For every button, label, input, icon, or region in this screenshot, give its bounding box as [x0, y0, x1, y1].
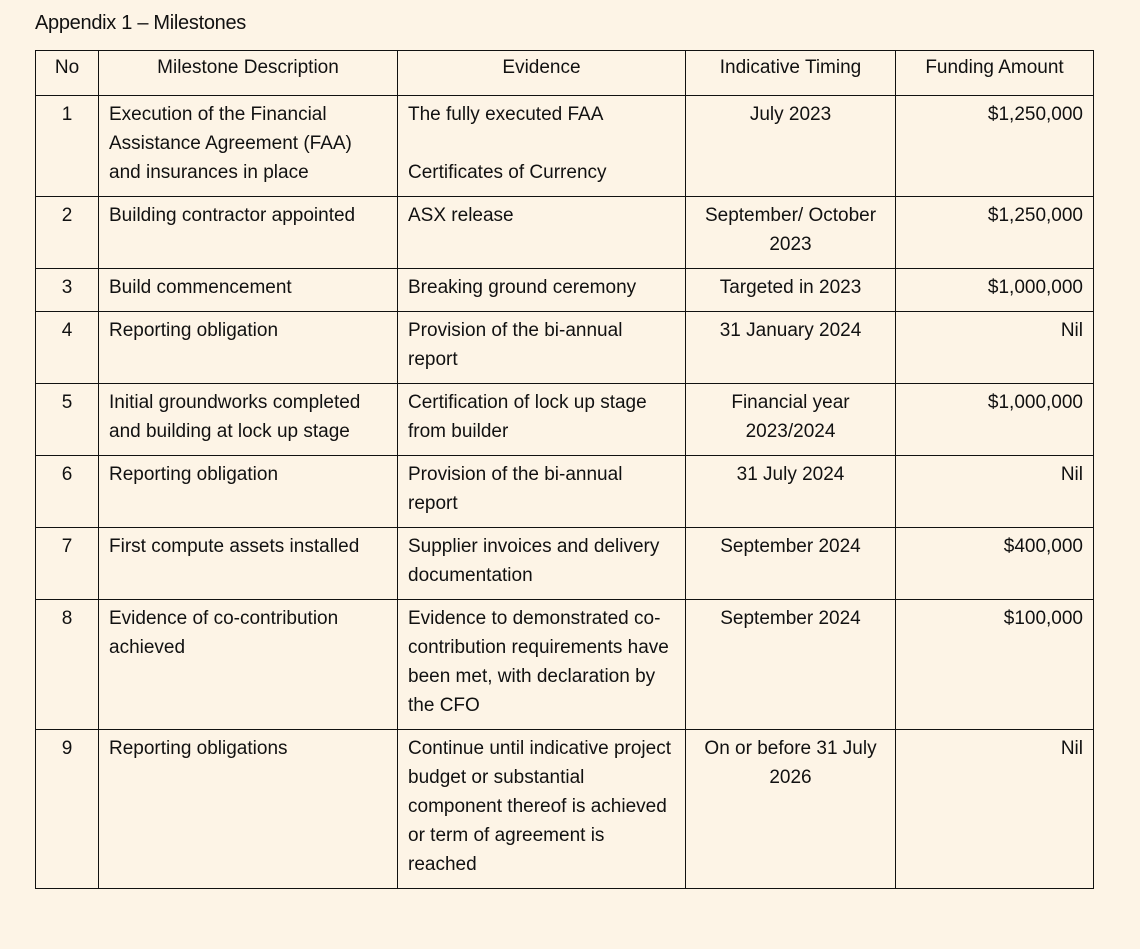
milestone-description: First compute assets installed: [99, 528, 398, 600]
evidence-item: ASX release: [408, 205, 514, 226]
table-row: [36, 528, 1094, 600]
milestone-funding-amount: Nil: [896, 456, 1094, 528]
milestone-description: Reporting obligation: [99, 312, 398, 384]
table-row: [36, 456, 1094, 528]
milestone-evidence: [398, 384, 686, 456]
milestone-funding-amount: $1,250,000: [896, 96, 1094, 197]
milestone-funding-amount: $400,000: [896, 528, 1094, 600]
milestone-timing: September/ October 2023: [686, 197, 896, 269]
evidence-item: Certification of lock up stage from builder: [408, 392, 647, 442]
milestone-description: Building contractor appointed: [99, 197, 398, 269]
milestone-number: 5: [36, 384, 99, 456]
evidence-item: Certificates of Currency: [408, 162, 607, 183]
evidence-item: Provision of the bi-annual report: [408, 464, 623, 514]
table-row: [36, 96, 1094, 197]
milestone-description: Reporting obligations: [99, 730, 398, 889]
table-row: [36, 197, 1094, 269]
evidence-spacer: [408, 129, 675, 158]
milestone-timing: Targeted in 2023: [686, 269, 896, 312]
table-row: [36, 312, 1094, 384]
milestone-evidence: [398, 197, 686, 269]
milestone-timing: September 2024: [686, 528, 896, 600]
milestone-evidence: [398, 528, 686, 600]
milestone-number: 9: [36, 730, 99, 889]
milestone-evidence: [398, 269, 686, 312]
table-row: [36, 600, 1094, 730]
table-row: [36, 269, 1094, 312]
milestone-funding-amount: Nil: [896, 312, 1094, 384]
table-body: [36, 96, 1094, 889]
column-header-amount: Funding Amount: [896, 51, 1094, 96]
milestone-description: Build commencement: [99, 269, 398, 312]
milestone-funding-amount: $1,250,000: [896, 197, 1094, 269]
milestones-table: [35, 50, 1094, 889]
milestone-funding-amount: $1,000,000: [896, 269, 1094, 312]
milestone-timing: July 2023: [686, 96, 896, 197]
milestone-description: Reporting obligation: [99, 456, 398, 528]
milestone-timing: Financial year 2023/2024: [686, 384, 896, 456]
milestone-number: 3: [36, 269, 99, 312]
milestone-number: 7: [36, 528, 99, 600]
milestone-timing: September 2024: [686, 600, 896, 730]
column-header-description: Milestone Description: [99, 51, 398, 96]
milestone-funding-amount: $100,000: [896, 600, 1094, 730]
evidence-item: Evidence to demonstrated co-contribution requirements have been met, with declaration by the CFO: [408, 608, 669, 716]
milestone-timing: On or before 31 July 2026: [686, 730, 896, 889]
table-header-row: [36, 51, 1094, 96]
table-row: [36, 730, 1094, 889]
milestone-description: Evidence of co-contribution achieved: [99, 600, 398, 730]
milestone-evidence: [398, 96, 686, 197]
evidence-item: The fully executed FAA: [408, 104, 604, 125]
evidence-item: Breaking ground ceremony: [408, 277, 637, 298]
column-header-no: No: [36, 51, 99, 96]
milestone-evidence: [398, 456, 686, 528]
milestone-description: Execution of the Financial Assistance Agreement (FAA) and insurances in place: [99, 96, 398, 197]
milestone-timing: 31 July 2024: [686, 456, 896, 528]
evidence-item: Provision of the bi-annual report: [408, 320, 623, 370]
column-header-timing: Indicative Timing: [686, 51, 896, 96]
evidence-item: Supplier invoices and delivery documentation: [408, 536, 660, 586]
milestone-funding-amount: $1,000,000: [896, 384, 1094, 456]
table-row: [36, 384, 1094, 456]
milestone-timing: 31 January 2024: [686, 312, 896, 384]
milestone-evidence: [398, 730, 686, 889]
evidence-item: Continue until indicative project budget or substantial component thereof is achieved or term of agreement is reached: [408, 738, 671, 875]
milestone-number: 2: [36, 197, 99, 269]
column-header-evidence: Evidence: [398, 51, 686, 96]
milestone-number: 8: [36, 600, 99, 730]
page-title: Appendix 1 – Milestones: [35, 12, 247, 34]
milestone-funding-amount: Nil: [896, 730, 1094, 889]
milestone-evidence: [398, 312, 686, 384]
milestone-number: 6: [36, 456, 99, 528]
milestone-description: Initial groundworks completed and building at lock up stage: [99, 384, 398, 456]
milestone-number: 1: [36, 96, 99, 197]
milestone-number: 4: [36, 312, 99, 384]
milestone-evidence: [398, 600, 686, 730]
